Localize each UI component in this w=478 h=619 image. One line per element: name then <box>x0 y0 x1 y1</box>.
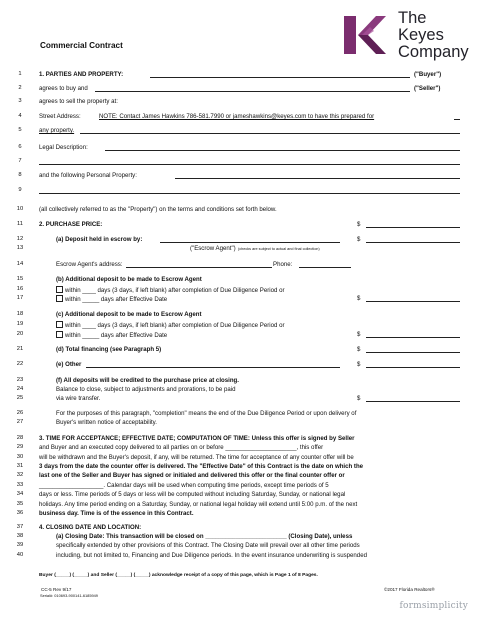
fill-line <box>160 242 340 243</box>
line-number: 34 <box>16 491 24 497</box>
collection-note: (checks are subject to actual and final collection) <box>238 247 320 251</box>
line-text: Legal Description: <box>39 144 88 151</box>
line-text: Street Address: <box>39 113 81 120</box>
checkbox-icon[interactable] <box>56 286 63 293</box>
copyright: ©2017 Florida Realtors® <box>384 587 435 592</box>
line-number: 28 <box>16 435 24 441</box>
brand-line-2: Keyes <box>398 26 444 44</box>
line-number: 36 <box>16 510 24 516</box>
line-text: For the purposes of this paragraph, "completion" means the end of the Due Diligence Period or upon delivery of <box>56 410 357 417</box>
line-number: 11 <box>16 221 24 227</box>
line-text <box>56 331 167 339</box>
line-text: (d) Total financing (see Paragraph 5) <box>56 346 162 353</box>
line-text-content: within _____ days after Effective Date <box>65 296 168 303</box>
fill-line <box>80 133 460 134</box>
line-text: (a) Closing Date: This transaction will be closed on ________________________ (Closing Date), unless <box>56 533 353 540</box>
line-number: 17 <box>16 295 24 301</box>
dollar-sign: $ <box>357 361 361 368</box>
fill-line <box>39 193 460 194</box>
line-text <box>56 295 167 303</box>
line-text: 3. TIME FOR ACCEPTANCE; EFFECTIVE DATE; COMPUTATION OF TIME: Unless this offer is signed by Seller <box>39 435 355 442</box>
amount-field <box>366 301 460 302</box>
line-number: 18 <box>16 311 24 317</box>
line-number: 21 <box>16 346 24 352</box>
line-number: 3 <box>18 98 22 104</box>
line-text: 2. PURCHASE PRICE: <box>39 221 103 228</box>
fill-line <box>454 119 460 120</box>
fill-line <box>86 367 340 368</box>
line-number: 2 <box>18 85 22 91</box>
keyes-logo-mark-icon <box>340 12 390 58</box>
amount-field <box>366 337 460 338</box>
line-text: 1. PARTIES AND PROPERTY: <box>39 71 124 78</box>
document-title: Commercial Contract <box>40 41 123 50</box>
line-text: Buyer's written notice of acceptability. <box>56 419 157 426</box>
line-number: 35 <box>16 501 24 507</box>
line-number: 33 <box>16 482 24 488</box>
amount-field <box>366 242 460 243</box>
line-number: 10 <box>16 206 24 212</box>
page-acknowledgement: Buyer (_____) (_____) and Seller (_____) (_____) acknowledge receipt of a copy of this page, which is Page 1 of 8 Pages. <box>39 573 318 578</box>
amount-field <box>366 367 460 368</box>
line-text: agrees to sell the property at: <box>39 98 118 105</box>
line-number: 16 <box>16 286 24 292</box>
line-number: 26 <box>16 410 24 416</box>
line-number: 1 <box>18 71 22 77</box>
fill-line <box>299 267 351 268</box>
fill-line <box>39 164 460 165</box>
line-text: (all collectively referred to as the "Property") on the terms and conditions set forth below. <box>39 206 277 213</box>
line-text: business day. Time is of the essence in this Contract. <box>39 510 194 517</box>
fill-line <box>95 91 410 92</box>
line-text: and Buyer and an executed copy delivered to all parties on or before _____________________, this offer <box>39 444 324 451</box>
line-text: Balance to close, subject to adjustments and prorations, to be paid <box>56 386 236 393</box>
line-number: 9 <box>18 187 22 193</box>
amount-field <box>366 227 460 228</box>
checkbox-icon[interactable] <box>56 331 63 338</box>
fill-line <box>150 77 410 78</box>
line-text: (c) Additional deposit to be made to Escrow Agent <box>56 311 202 318</box>
dollar-sign: $ <box>357 221 361 228</box>
line-number: 29 <box>16 444 24 450</box>
line-text: agrees to buy and <box>39 85 88 92</box>
brand-line-3: Company <box>398 43 469 61</box>
line-text <box>56 321 285 329</box>
line-text: last one of the Seller and Buyer has signed or initialed and delivered this offer or the final counter offer or <box>39 472 345 479</box>
amount-field <box>366 352 460 353</box>
line-text: holidays. Any time period ending on a Saturday, Sunday, or national legal holiday will extend until 5:00 p.m. of the next <box>39 501 358 508</box>
line-text: days or less. Time periods of 5 days or less will be computed without including Saturday, Sunday, or national legal <box>39 491 346 498</box>
line-text-content: within ____ days (3 days, if left blank) after completion of Due Diligence Period or <box>65 287 285 294</box>
fill-line <box>105 150 460 151</box>
line-number: 15 <box>16 276 24 282</box>
line-number: 20 <box>16 331 24 337</box>
street-address-note: NOTE: Contact James Hawkins 786-581.7990 or jameshawkins@keyes.com to have this prepared for <box>99 113 375 120</box>
line-number: 37 <box>16 524 24 530</box>
line-text: including, but not limited to, Financing and Due Diligence periods. In the event insurance underwriting is suspended <box>56 552 367 559</box>
line-number: 5 <box>18 127 22 133</box>
line-number: 32 <box>16 472 24 478</box>
fill-line <box>126 267 272 268</box>
party-role-label: ("Buyer") <box>414 71 442 78</box>
line-text: Escrow Agent's address: <box>56 261 123 268</box>
line-number: 12 <box>16 236 24 242</box>
dollar-sign: $ <box>357 236 361 243</box>
line-text: will be withdrawn and the Buyer's deposit, if any, will be returned. The time for acceptance of any counter offer will be <box>39 454 354 461</box>
line-text: via wire transfer. <box>56 395 101 402</box>
line-number: 4 <box>18 113 22 119</box>
line-number: 13 <box>16 245 24 251</box>
line-number: 22 <box>16 361 24 367</box>
serial-number: Serial#: 010693-900141-6185949 <box>40 593 98 598</box>
line-number: 31 <box>16 463 24 469</box>
party-role-label: ("Seller") <box>414 85 441 92</box>
line-text: and the following Personal Property: <box>39 172 137 179</box>
line-text-content: within _____ days after Effective Date <box>65 332 168 339</box>
line-number: 40 <box>16 552 24 558</box>
line-number: 19 <box>16 321 24 327</box>
formsimplicity-watermark: formsimplicity <box>399 601 468 611</box>
line-text: (a) Deposit held in escrow by: <box>56 236 143 243</box>
line-number: 38 <box>16 533 24 539</box>
line-text: specifically extended by other provisions of this Contract. The Closing Date will prevail over all other time periods <box>56 542 360 549</box>
line-text <box>56 286 285 294</box>
line-text: 4. CLOSING DATE AND LOCATION: <box>39 524 142 531</box>
street-address-note: any property. <box>39 127 75 134</box>
dollar-sign: $ <box>357 346 361 353</box>
checkbox-icon[interactable] <box>56 321 63 328</box>
keyes-logo <box>340 9 469 68</box>
line-text: ___________________. Calendar days will be used when computing time periods, except time periods of 5 <box>39 482 329 489</box>
line-number: 14 <box>16 261 24 267</box>
line-text: 3 days from the date the counter offer is delivered. The "Effective Date" of this Contract is the date on which the <box>39 463 364 470</box>
line-number: 23 <box>16 377 24 383</box>
line-number: 6 <box>18 144 22 150</box>
form-revision: CC-5 Rev 9/17 <box>41 587 72 592</box>
line-text: (b) Additional deposit to be made to Escrow Agent <box>56 276 202 283</box>
dollar-sign: $ <box>357 331 361 338</box>
line-text: (e) Other <box>56 361 82 368</box>
dollar-sign: $ <box>357 395 361 402</box>
line-number: 8 <box>18 172 22 178</box>
dollar-sign: $ <box>357 295 361 302</box>
line-number: 30 <box>16 454 24 460</box>
line-text: (f) All deposits will be credited to the purchase price at closing. <box>56 377 239 384</box>
line-number: 25 <box>16 395 24 401</box>
amount-field <box>366 401 460 402</box>
line-text-content: within ____ days (3 days, if left blank) after completion of Due Diligence Period or <box>65 322 285 329</box>
brand-line-1: The <box>398 9 427 27</box>
line-text: ("Escrow Agent") <box>190 245 236 252</box>
phone-label: Phone: <box>273 261 293 268</box>
fill-line <box>175 178 460 179</box>
line-number: 27 <box>16 419 24 425</box>
line-number: 7 <box>18 158 22 164</box>
checkbox-icon[interactable] <box>56 295 63 302</box>
line-number: 39 <box>16 542 24 548</box>
line-number: 24 <box>16 386 24 392</box>
